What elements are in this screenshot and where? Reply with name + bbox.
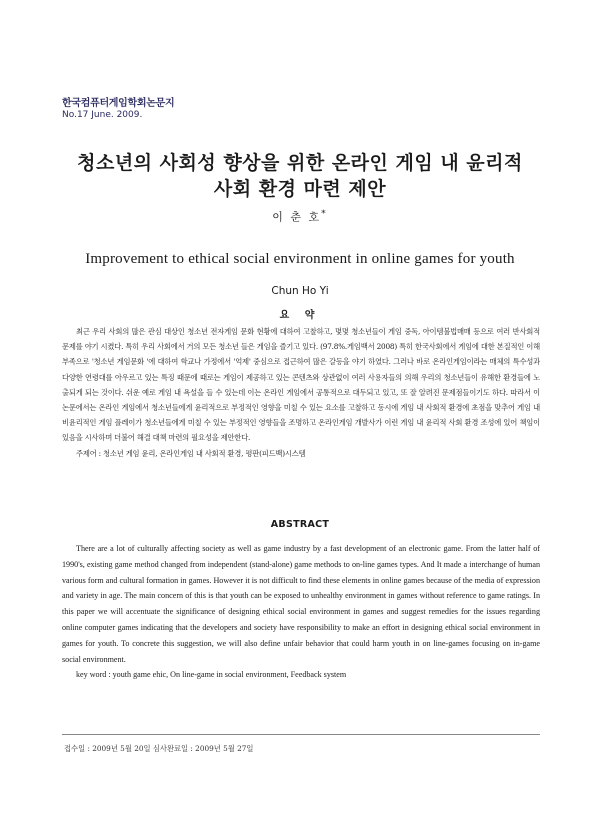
title-ko-line2: 사회 환경 마련 제안	[213, 178, 387, 200]
abstract-english	[62, 541, 540, 683]
submission-dates-footnote: 접수일 : 2009년 5월 20일 심사완료일 : 2009년 5월 27일	[64, 744, 254, 753]
abstract-korean	[62, 324, 540, 461]
journal-name: 한국컴퓨터게임학회논문지	[62, 98, 175, 109]
abstract-en-body: There are a lot of culturally affecting society as well as game industry by a fast development of an electronic game. From the latter half of 1990's, existing game method changed from independent (stand-alone) game methods to on-line games types. And It made a interchange of human various form and cultural formation in games. However it is not difficult to find these elements in online games because of the media of expression and variety in age. The main concern of this is that youth can be exposed to unhealthy environment in games without reference to game ratings. In this paper we will accentuate the significance of designing ethical social environment in games and suggest remedies for the issues regarding online computer games indicating that the developers and society have responsibility to make an effort in designing ethical social environment in games for youth. To concrete this suggestion, we will also define unfair behavior that could harm youth in on line-games focusing on in-game social environment.	[62, 544, 540, 664]
author-ko-name: 이 춘 호	[272, 210, 322, 224]
author-footnote-mark: *	[321, 208, 328, 219]
footnote-divider	[62, 734, 540, 735]
keywords-korean: 주제어 : 청소년 게임 윤리, 온라인게임 내 사회적 환경, 평판(피드백)시스템	[76, 448, 306, 458]
journal-issue: No.17 June. 2009.	[62, 110, 143, 120]
journal-header	[62, 94, 174, 120]
title-ko-line1: 청소년의 사회성 향상을 위한 온라인 게임 내 윤리적	[77, 152, 523, 174]
author-korean	[0, 208, 600, 225]
abstract-ko-body: 최근 우리 사회의 많은 관심 대상인 청소년 전자게임 문화 현황에 대하여 고찰하고, 몇몇 청소년들이 게임 중독, 아이템불법매매 등으로 여러 반사회적 문제를 야기 시켰다. 특히 우리 사회에서 거의 모든 청소년 들은 게임을 즐기고 있다. (97.8%.게임백서 2008) 특히 한국사회에서 게임에 대한 본질적인 이해 부족으로 '청소년 게임문화 '에 대하여 학교나 가정에서 '억제' 중심으로 접근하여 많은 갈등을 야기 하였다. 그러나 바로 온라인게임이라는 매체의 특수성과 다양한 연령대를 아우르고 있는 특징 때문에 때로는 게임이 제공하고 있는 콘텐츠와 상관없이 여러 사용자들의 의해 우리의 청소년들이 유해한 환경들에 노출되게 되는 것이다. 쉬운 예로 게임 내 욕설을 들 수 있는데 이는 온라인 게임에서 공통적으로 대두되고 있고, 또 잘 알려진 문제점들이기도 하다. 따라서 이 논문에서는 온라인 게임에서 청소년들에게 윤리적으로 부정적인 영향을 미칠 수 있는 요소를 고찰하고 동시에 게임 내 사회적 환경에 초점을 맞추어 게임 내 비윤리적인 게임 플레이가 청소년들에게 미칠 수 있는 부정적인 영향들을 조명하고 온라인게임 개발사가 이런 게임 내 윤리적 사회 환경 조성에 있어 책임이 있음을 시사하며 더불어 해결 대책 마련의 필요성을 제안한다.	[62, 327, 540, 443]
abstract-ko-heading: 요 약	[279, 310, 321, 321]
paper-title-english: Improvement to ethical social environment in online games for youth	[85, 251, 515, 267]
author-english: Chun Ho Yi	[271, 285, 329, 297]
abstract-en-heading: ABSTRACT	[270, 519, 330, 530]
paper-title-korean	[0, 150, 600, 202]
keywords-english: key word : youth game ehic, On line-game in social environment, Feedback system	[76, 670, 347, 680]
